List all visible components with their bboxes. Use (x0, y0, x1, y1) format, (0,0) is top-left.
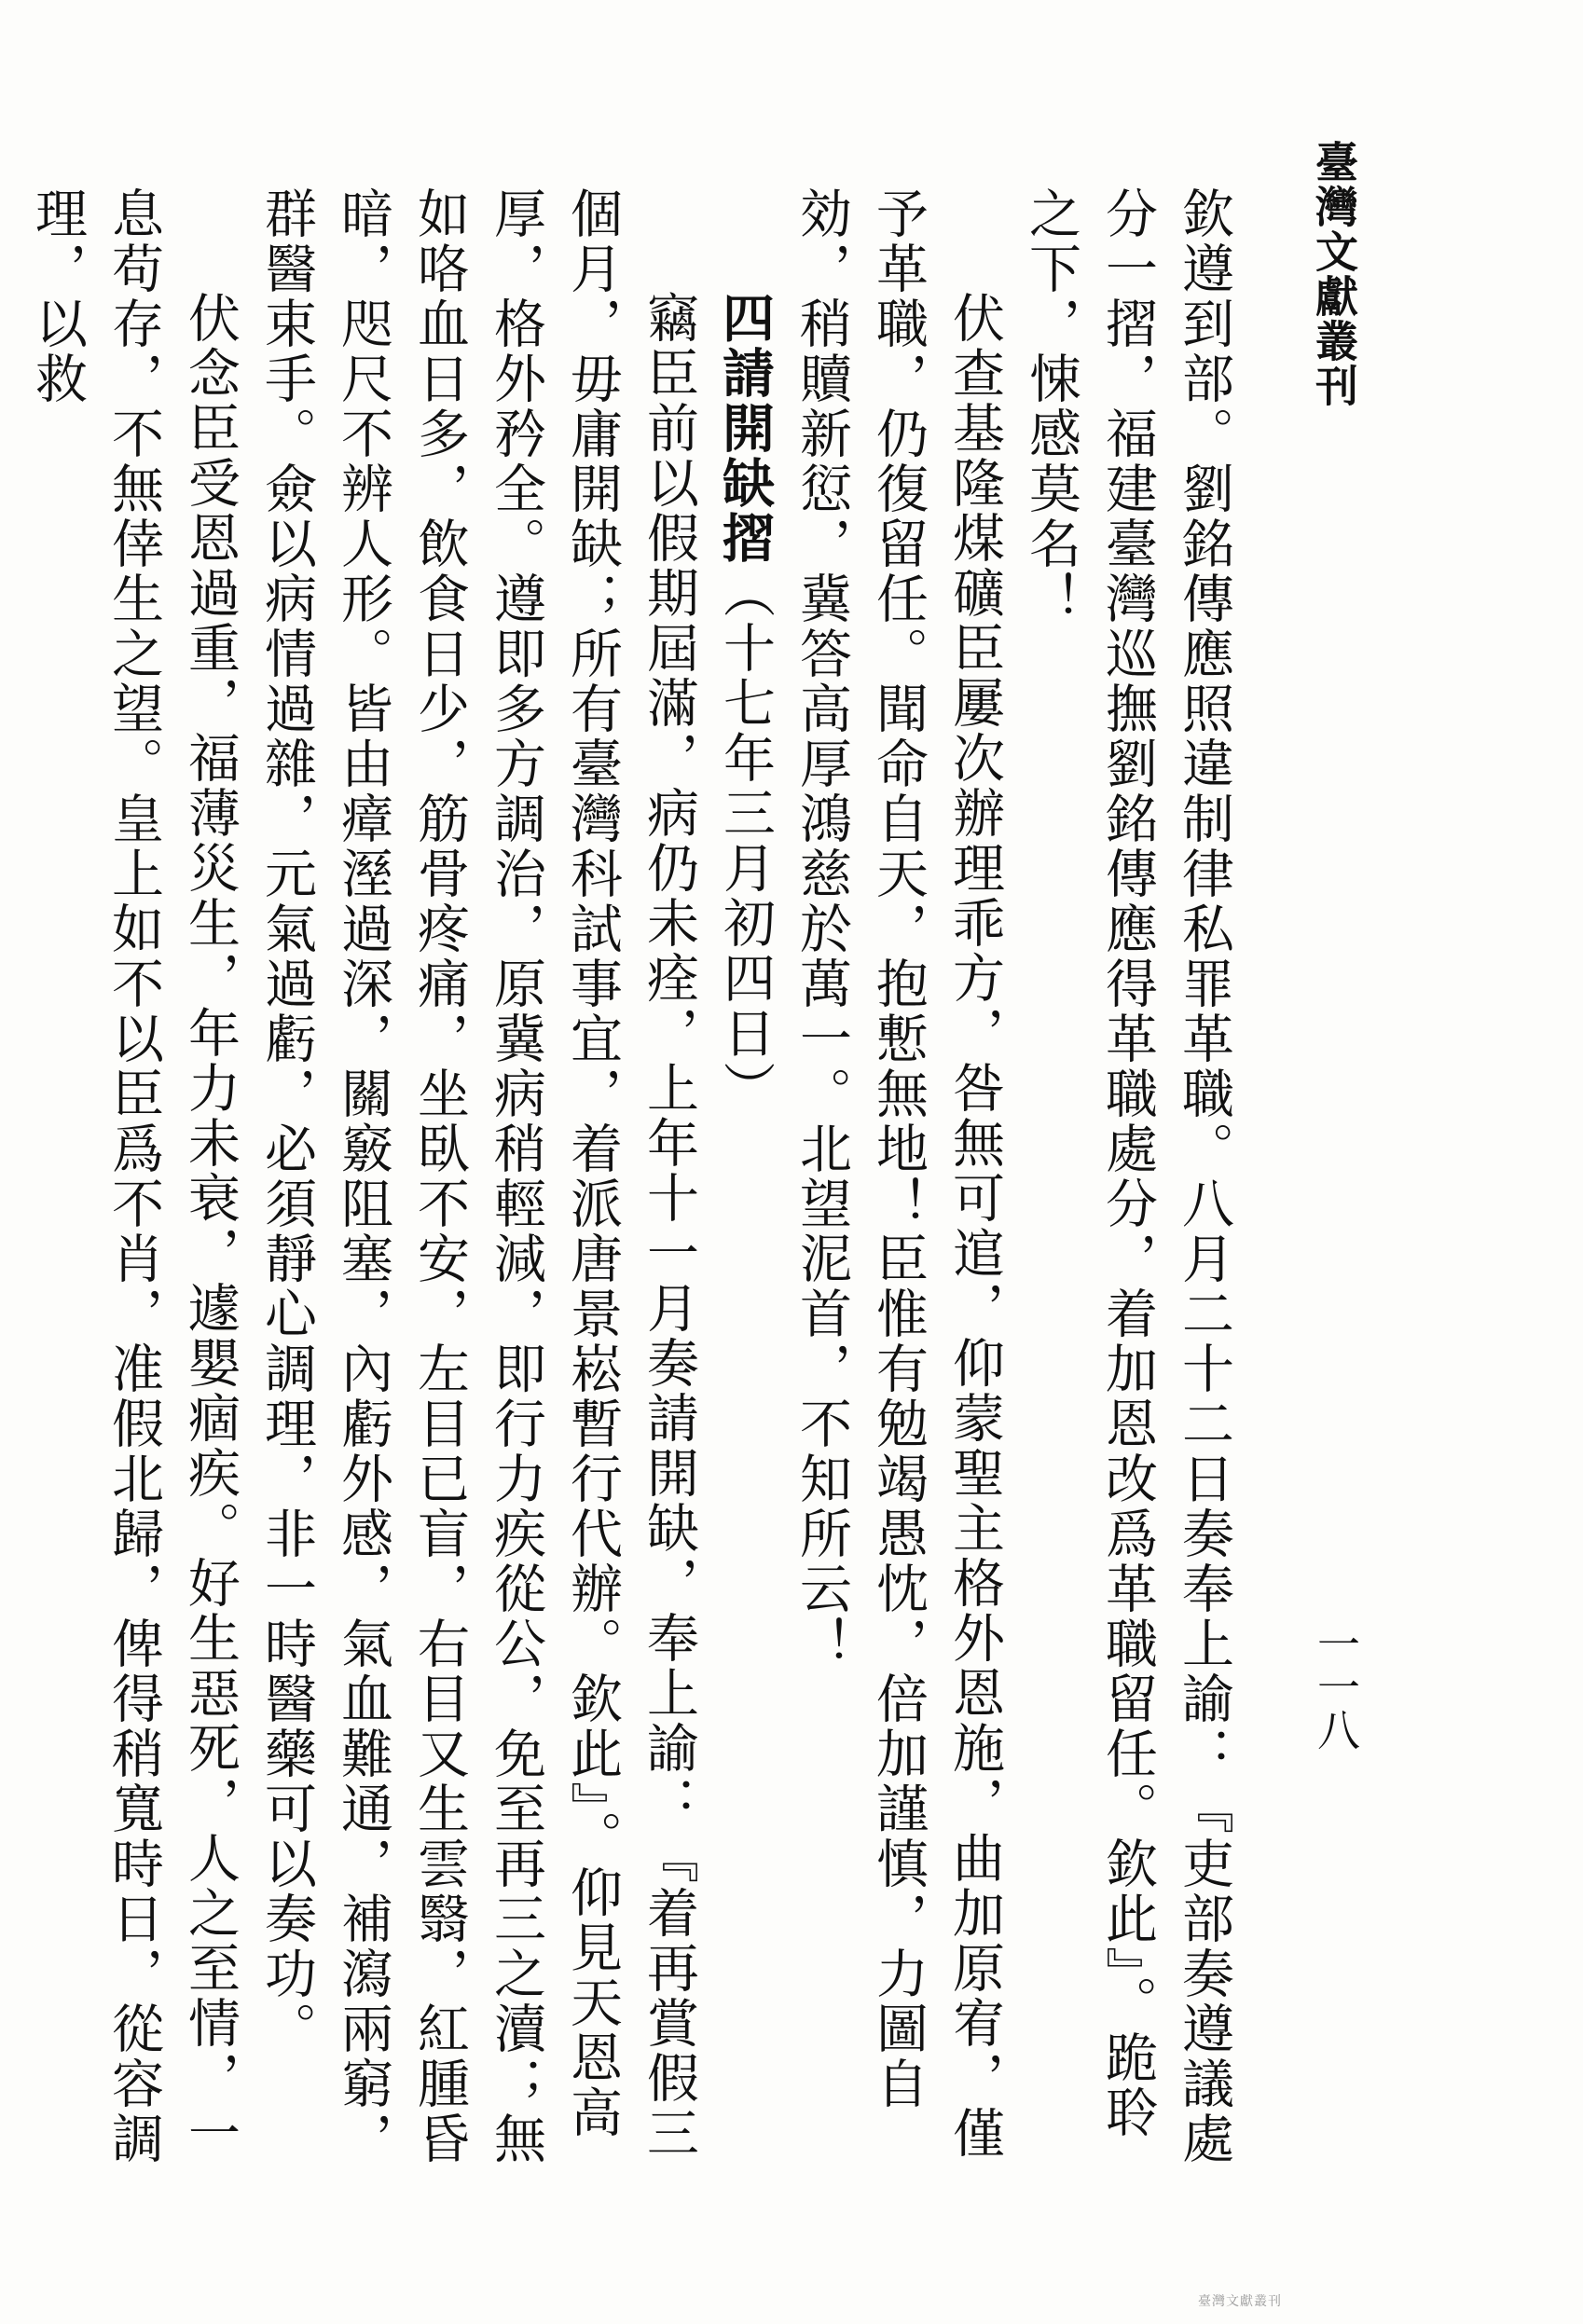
body-text (27, 186, 1242, 2191)
section-heading (707, 186, 783, 2191)
running-header-title: 臺灣文獻叢刊 (1309, 140, 1359, 408)
section-paragraph: 伏念臣受恩過重，福薄災生，年力未衰，遽嬰痼疾。好生惡死，人之至情，一息苟存，不無倖生之望。皇上如不以臣爲不肖，准假北歸，俾得稍寬時日，從容調理，以救 (27, 186, 241, 2166)
paragraph-continued: 欽遵到部。劉銘傳應照違制律私罪革職。八月二十二日奏奉上諭：『吏部奏遵議處分一摺，福建臺灣巡撫劉銘傳應得革職處分，着加恩改爲革職留任。欽此』。跪聆之下，悚感莫名！ (1021, 186, 1234, 2166)
section-date: （十七年三月初四日） (715, 566, 776, 1116)
page-number: 一一八 (1311, 1622, 1361, 1751)
section-title: 四請開缺摺 (714, 291, 776, 566)
corner-stamp: 臺灣文獻叢刊 (1198, 2294, 1282, 2309)
paragraph: 伏查基隆煤礦臣屢次辦理乖方，咎無可逭，仰蒙聖主格外恩施，曲加原宥，僅予革職，仍復留任。聞命自天，抱慙無地！臣惟有勉竭愚忱，倍加謹慎，力圖自効，稍贖新愆，冀答高厚鴻慈於萬一。北望泥首，不知所云！ (792, 186, 1005, 2161)
section-paragraph: 竊臣前以假期屆滿，病仍未痊，上年十一月奏請開缺，奉上諭：『着再賞假三個月，毋庸開缺；所有臺灣科試事宜，着派唐景崧暫行代辦。欽此』。仰見天恩高厚，格外矜全。遵即多方調治，原冀病稍輕減，即行力疾從公，免至再三之瀆；無如咯血日多，飲食日少，筋骨疼痛，坐臥不安，左目已盲，右目又生雲翳，紅腫昏暗，咫尺不辨人形。皆由瘴溼過深，關竅阻塞，內虧外感，氣血難通，補瀉兩窮，群醫束手。僉以病情過雜，元氣過虧，必須靜心調理，非一時醫藥可以奏功。 (256, 186, 699, 2166)
